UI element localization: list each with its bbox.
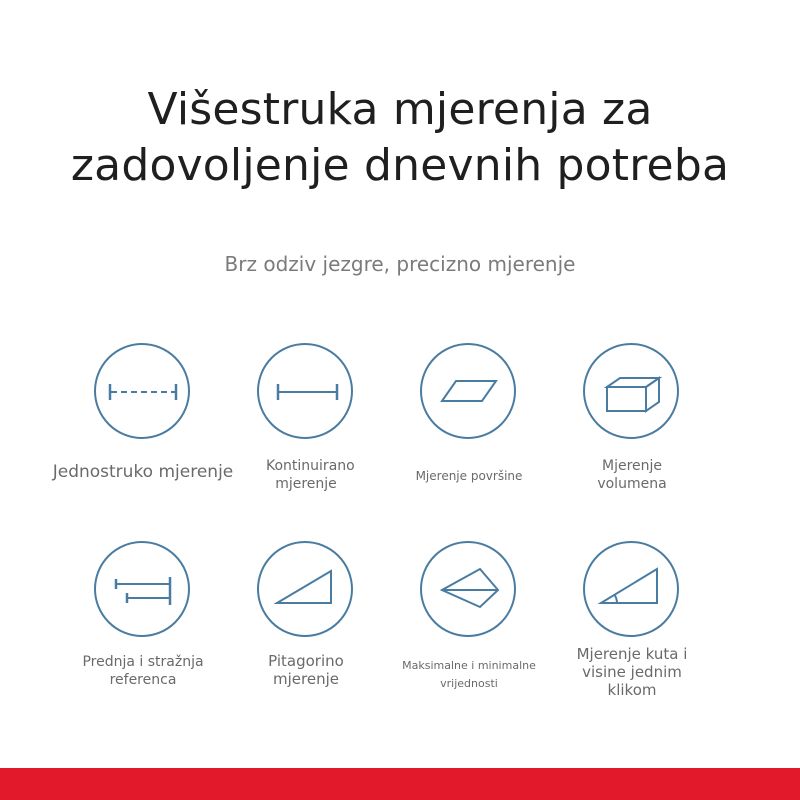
feature-label: Maksimalne i minimalne vrijednosti <box>402 659 536 690</box>
feature-label: Mjerenje površine <box>415 469 523 483</box>
subtitle: Brz odziv jezgre, precizno mjerenje <box>224 252 576 276</box>
feature-label: Jednostruko mjerenje <box>52 462 234 482</box>
feature-continuous-measure <box>211 343 401 513</box>
feature-label: Mjerenje volumena <box>597 458 667 492</box>
volume-measure-icon <box>583 343 679 439</box>
feature-front-rear-reference <box>48 541 238 711</box>
max-min-values-icon <box>420 541 516 637</box>
feature-pythagorean-measure <box>211 541 401 711</box>
single-measure-icon <box>94 343 190 439</box>
feature-label: Pitagorino mjerenje <box>268 652 344 688</box>
feature-single-measure <box>48 343 238 513</box>
bottom-accent-bar <box>0 768 800 800</box>
angle-height-measure-icon <box>583 541 679 637</box>
feature-label: Prednja i stražnja referenca <box>82 654 204 688</box>
continuous-measure-icon <box>257 343 353 439</box>
feature-angle-height-measure <box>537 541 727 711</box>
feature-volume-measure <box>537 343 727 513</box>
feature-label: Mjerenje kuta i visine jednim klikom <box>576 645 688 699</box>
title-line-2: zadovoljenje dnevnih potreba <box>70 140 730 191</box>
front-rear-reference-icon <box>94 541 190 637</box>
area-measure-icon <box>420 343 516 439</box>
feature-label: Kontinuirano mjerenje <box>266 458 355 492</box>
pythagorean-measure-icon <box>257 541 353 637</box>
title-line-1: Višestruka mjerenja za <box>147 84 653 135</box>
feature-max-min-values <box>374 541 564 711</box>
feature-area-measure <box>374 343 564 513</box>
page-title <box>0 82 800 194</box>
